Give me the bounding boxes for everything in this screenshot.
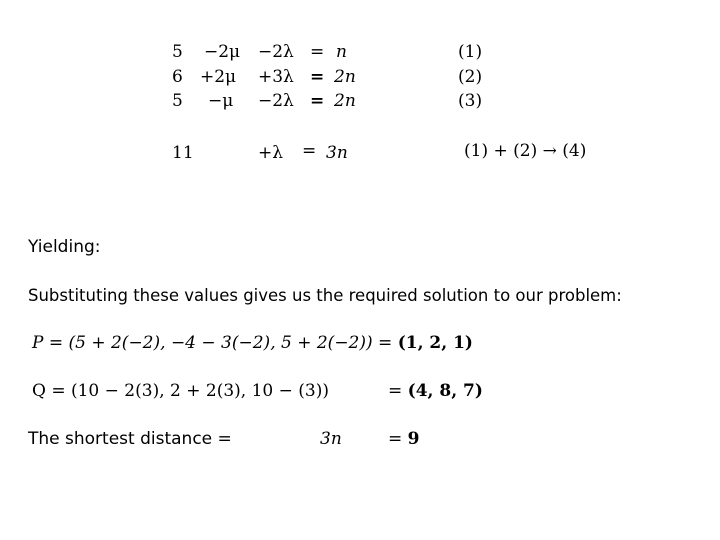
q-solution: [388, 381, 483, 401]
eq2-equals: =: [310, 67, 325, 87]
eq4-rhs: 3n: [326, 143, 348, 163]
p-solution: [32, 333, 473, 353]
eq1-mu-term: −2μ: [204, 42, 241, 62]
eq2-lambda-term: +3λ: [258, 67, 294, 87]
eq4-constant: 11: [172, 143, 194, 163]
q-result: (4, 8, 7): [407, 381, 483, 401]
eq1-rhs: n: [336, 42, 347, 62]
eq1-constant: 5: [172, 42, 183, 62]
eq4-note: (1) + (2) → (4): [464, 141, 587, 161]
distance-value: 9: [407, 429, 420, 449]
eq3-label: (3): [458, 91, 483, 111]
eq3-rhs: 2n: [334, 91, 356, 111]
eq2-constant: 6: [172, 67, 183, 87]
eq1-label: (1): [458, 42, 483, 62]
eq3-mu-term: −μ: [208, 91, 234, 111]
eq3-equals: =: [310, 91, 325, 111]
eq4-equals: =: [302, 141, 317, 161]
distance-equals: =: [388, 429, 408, 449]
yielding-text: Yielding:: [28, 237, 101, 257]
distance-label: The shortest distance =: [28, 429, 232, 449]
distance-expression: 3n: [320, 429, 342, 449]
q-equation: Q = (10 − 2(3), 2 + 2(3), 10 − (3)): [32, 381, 329, 401]
q-equals: =: [388, 381, 408, 401]
eq3-lambda-term: −2λ: [258, 91, 294, 111]
distance-result: [388, 429, 420, 449]
p-equation: P = (5 + 2(−2), −4 − 3(−2), 5 + 2(−2)) =: [32, 333, 398, 353]
eq1-lambda-term: −2λ: [258, 42, 294, 62]
eq3-constant: 5: [172, 91, 183, 111]
eq2-mu-term: +2μ: [200, 67, 237, 87]
eq1-equals: =: [310, 42, 325, 62]
eq4-lambda-term: +λ: [258, 143, 284, 163]
eq2-label: (2): [458, 67, 483, 87]
substituting-text: Substituting these values gives us the required solution to our problem:: [28, 286, 622, 305]
p-result: (1, 2, 1): [397, 333, 473, 353]
eq2-rhs: 2n: [334, 67, 356, 87]
